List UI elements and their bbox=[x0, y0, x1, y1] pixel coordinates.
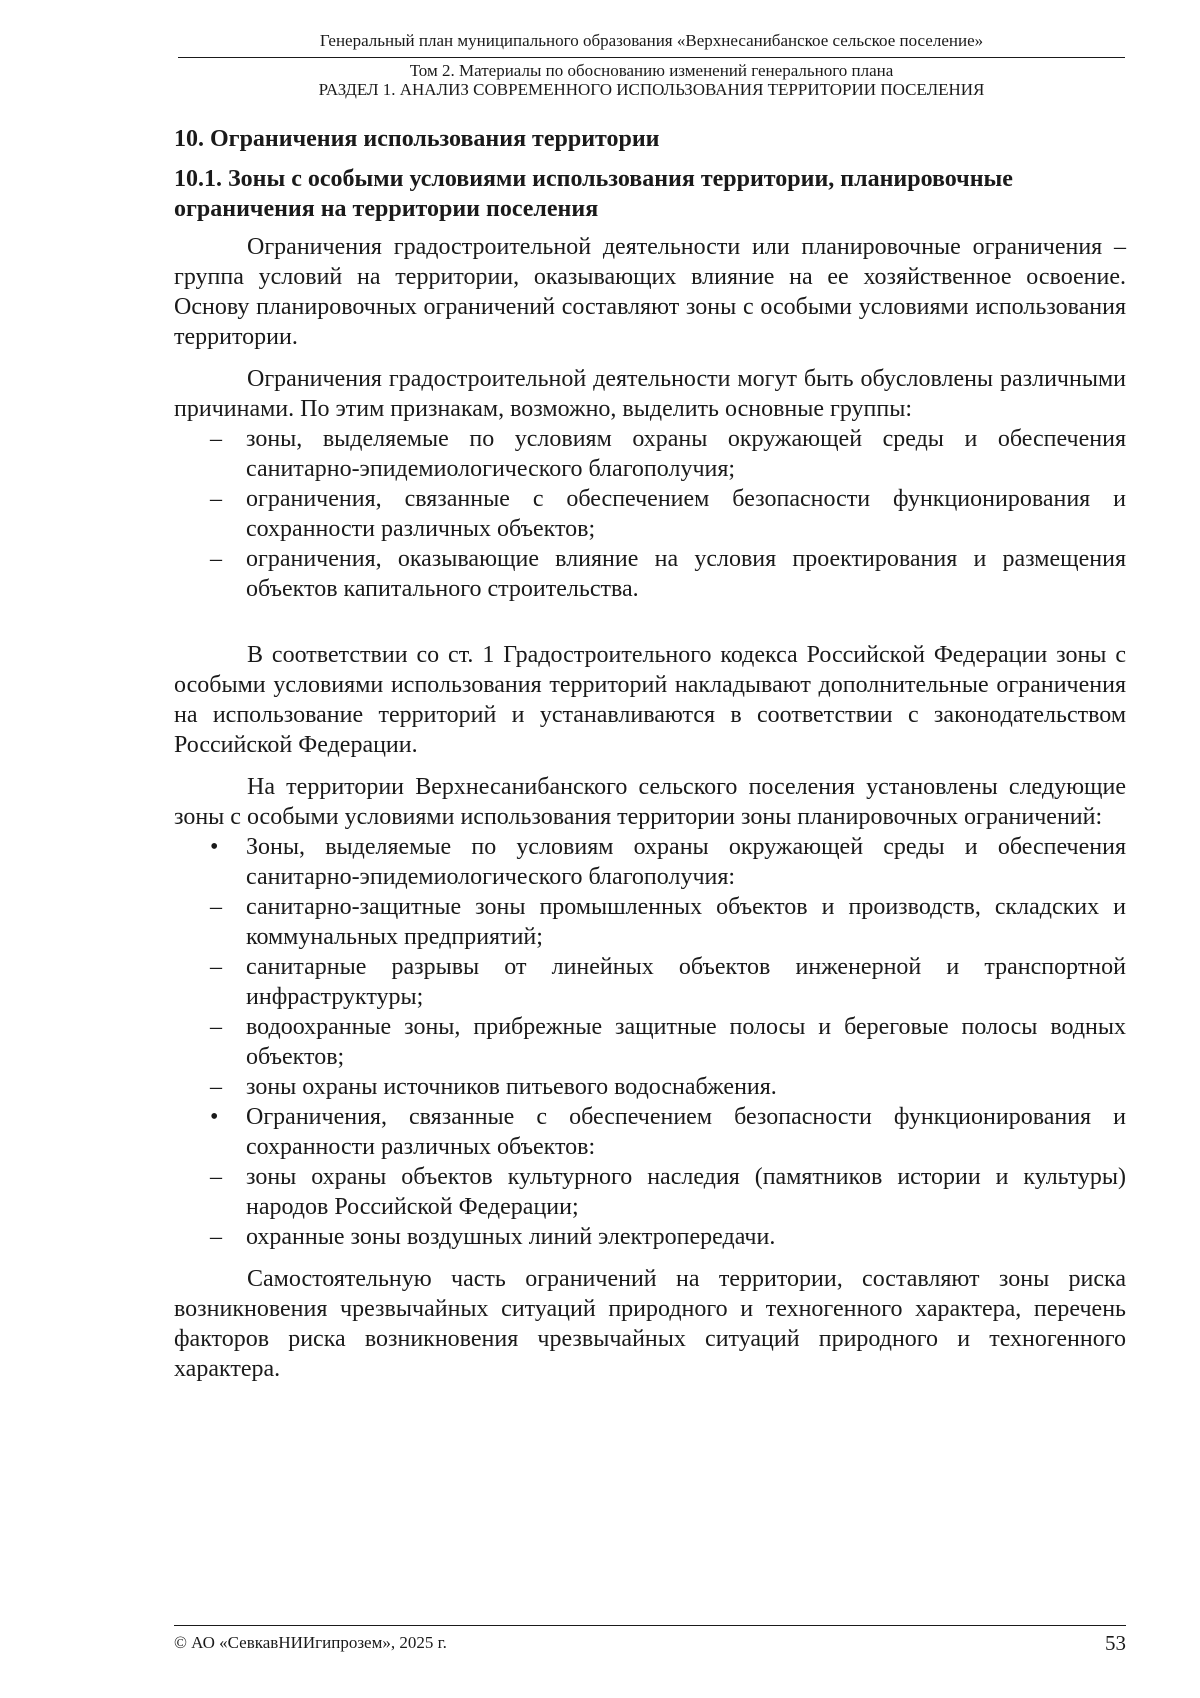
dash-marker: – bbox=[210, 954, 222, 980]
list-item bbox=[174, 1102, 1126, 1162]
page-content bbox=[174, 124, 1126, 1396]
dash-marker: – bbox=[210, 1164, 222, 1190]
list-item-text: санитарные разрывы от линейных объектов инженерной и транспортной инфраструктуры; bbox=[246, 954, 1126, 1010]
list-item-text: санитарно-защитные зоны промышленных объектов и производств, складских и коммунальных предприятий; bbox=[246, 894, 1126, 950]
bullet-marker: • bbox=[210, 834, 219, 860]
list-item-text: Ограничения, связанные с обеспечением безопасности функционирования и сохранности различных объектов: bbox=[246, 1104, 1126, 1160]
dash-marker: – bbox=[210, 486, 222, 512]
list-item bbox=[174, 424, 1126, 484]
list-item bbox=[174, 484, 1126, 544]
restriction-groups-list bbox=[174, 424, 1126, 604]
header-section-title: РАЗДЕЛ 1. АНАЛИЗ СОВРЕМЕННОГО ИСПОЛЬЗОВАНИЯ ТЕРРИТОРИИ ПОСЕЛЕНИЯ bbox=[318, 80, 985, 99]
dash-marker: – bbox=[210, 1224, 222, 1250]
paragraph-groups-intro: Ограничения градостроительной деятельности могут быть обусловлены различными причинами. По этим признакам, возможно, выделить основные группы: bbox=[174, 366, 1126, 422]
bullet-marker: • bbox=[210, 1104, 219, 1130]
list-item bbox=[174, 1222, 1126, 1252]
list-item-text: зоны охраны источников питьевого водоснабжения. bbox=[246, 1074, 777, 1100]
list-item-text: ограничения, связанные с обеспечением безопасности функционирования и сохранности различных объектов; bbox=[246, 486, 1126, 542]
list-item bbox=[174, 1072, 1126, 1102]
list-item-text: водоохранные зоны, прибрежные защитные полосы и береговые полосы водных объектов; bbox=[246, 1014, 1126, 1070]
list-item bbox=[174, 952, 1126, 1012]
list-item bbox=[174, 832, 1126, 892]
dash-marker: – bbox=[210, 894, 222, 920]
subsection-heading: 10.1. Зоны с особыми условиями использования территории, планировочные ограничения на территории поселения bbox=[174, 166, 1013, 222]
established-zones-list bbox=[174, 832, 1126, 1252]
page-footer bbox=[174, 1625, 1126, 1654]
list-item-text: охранные зоны воздушных линий электропередачи. bbox=[246, 1224, 776, 1250]
header-volume-title: Том 2. Материалы по обоснованию изменений генерального плана bbox=[409, 61, 894, 80]
list-item-text: зоны, выделяемые по условиям охраны окружающей среды и обеспечения санитарно-эпидемиологического благополучия; bbox=[246, 426, 1126, 482]
list-item bbox=[174, 1012, 1126, 1072]
list-item bbox=[174, 1162, 1126, 1222]
footer-copyright: © АО «СевкавНИИгипрозем», 2025 г. bbox=[174, 1633, 447, 1652]
list-item-text: ограничения, оказывающие влияние на условия проектирования и размещения объектов капитального строительства. bbox=[246, 546, 1126, 602]
list-item-text: Зоны, выделяемые по условиям охраны окружающей среды и обеспечения санитарно-эпидемиологического благополучия: bbox=[246, 834, 1126, 890]
list-item bbox=[174, 544, 1126, 604]
dash-marker: – bbox=[210, 1074, 222, 1100]
dash-marker: – bbox=[210, 546, 222, 572]
page-number: 53 bbox=[1105, 1631, 1126, 1655]
section-heading: 10. Ограничения использования территории bbox=[174, 126, 660, 152]
page-header bbox=[178, 30, 1125, 100]
paragraph-established-zones: На территории Верхнесанибанского сельского поселения установлены следующие зоны с особыми условиями использования территории зоны планировочных ограничений: bbox=[174, 774, 1126, 830]
list-item-text: зоны охраны объектов культурного наследия (памятников истории и культуры) народов Российской Федерации; bbox=[246, 1164, 1126, 1220]
header-plan-title: Генеральный план муниципального образования «Верхнесанибанское сельское поселение» bbox=[178, 30, 1125, 58]
dash-marker: – bbox=[210, 1014, 222, 1040]
paragraph-legal-basis: В соответствии со ст. 1 Градостроительного кодекса Российской Федерации зоны с особыми условиями использования территорий накладывают дополнительные ограничения на использование территорий и устанавливаются в соответствии с законодательством Российской Федерации. bbox=[174, 642, 1126, 758]
list-item bbox=[174, 892, 1126, 952]
dash-marker: – bbox=[210, 426, 222, 452]
paragraph-emergency-risks: Самостоятельную часть ограничений на территории, составляют зоны риска возникновения чрезвычайных ситуаций природного и техногенного характера, перечень факторов риска возникновения чрезвычайных ситуаций природного и техногенного характера. bbox=[174, 1266, 1126, 1382]
paragraph-definition: Ограничения градостроительной деятельности или планировочные ограничения – группа условий на территории, оказывающих влияние на ее хозяйственное освоение. Основу планировочных ограничений составляют зоны с особыми условиями использования территории. bbox=[174, 234, 1126, 350]
